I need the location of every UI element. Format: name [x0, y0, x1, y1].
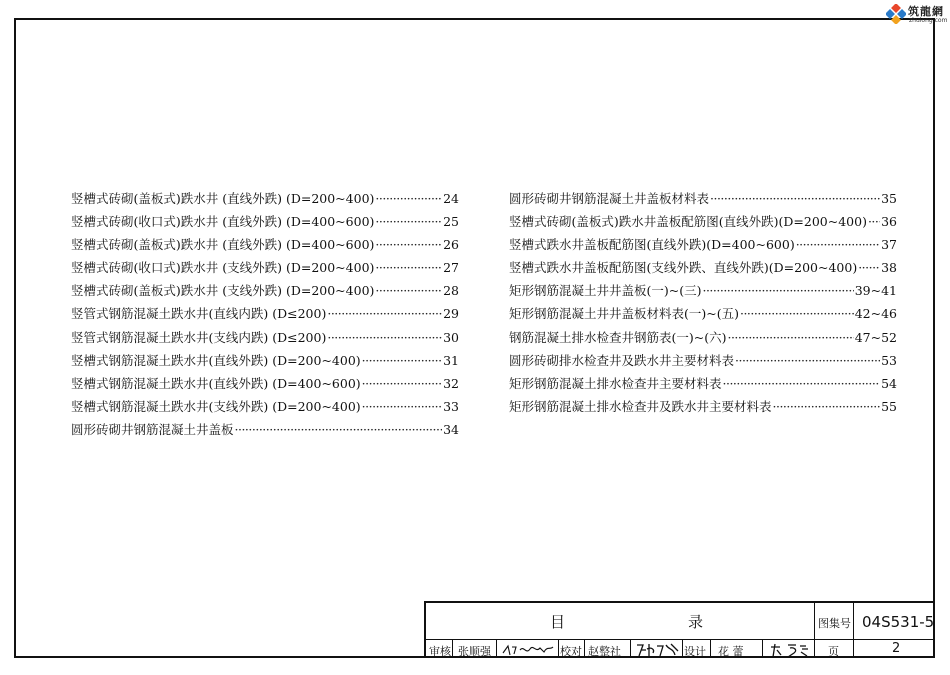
toc-entry-title: 圆形砖砌井钢筋混凝土井盖板	[71, 421, 234, 437]
toc-entry-title: 竖槽式砖砌(盖板式)跌水井 (支线外跌) (D=200~400)	[71, 283, 375, 299]
toc-entry-title: 竖槽式砖砌(盖板式)跌水井 (直线外跌) (D=200~400)	[71, 191, 375, 206]
toc-entry-title: 矩形钢筋混凝土井井盖板材料表(一)~(五)	[509, 306, 739, 322]
toc-entry-page: 36	[881, 214, 897, 230]
toc-entry-title: 圆形砖砌井钢筋混凝土井盖板材料表	[509, 191, 710, 206]
toc-entry-page: 24	[443, 191, 459, 206]
toc-entry[interactable]	[509, 210, 897, 233]
toc-entry-page: 30	[443, 329, 459, 345]
toc-entry[interactable]	[509, 326, 897, 349]
toc-leader	[362, 349, 442, 372]
logo-diamond-icon	[886, 4, 906, 24]
toc-entry[interactable]	[509, 302, 897, 325]
toc-entry-title: 竖管式钢筋混凝土跌水井(支线内跌) (D≤200)	[71, 329, 327, 345]
toc-leader	[773, 395, 881, 418]
toc-entry-title: 竖槽式砖砌(收口式)跌水井 (支线外跌) (D=200~400)	[71, 260, 375, 276]
toc-entry-page: 34	[443, 421, 459, 437]
atlas-no-label: 图集号	[818, 617, 851, 630]
review-label: 审核	[429, 645, 451, 658]
divider	[682, 639, 683, 658]
toc-leader	[327, 326, 442, 349]
toc-entry-page: 38	[881, 260, 897, 276]
divider	[814, 603, 815, 658]
logo-site: zhulong.com	[909, 17, 948, 24]
toc-entry-title: 竖槽式跌水井盖板配筋图(直线外跌)(D=400~600)	[509, 237, 795, 253]
toc-entry-page: 42~46	[854, 306, 897, 322]
toc-leader	[735, 349, 880, 372]
toc-leader	[740, 302, 854, 325]
reviewer-name: 张顺强	[458, 645, 491, 658]
toc-entry-page: 31	[443, 352, 459, 368]
logo-name: 筑龍網	[908, 5, 944, 18]
toc-entry-title: 矩形钢筋混凝土排水检查井及跌水井主要材料表	[509, 398, 772, 414]
divider	[630, 639, 631, 658]
toc-entry[interactable]	[509, 279, 897, 302]
toc-entry[interactable]	[509, 372, 897, 395]
site-logo	[886, 2, 948, 26]
toc-entry-page: 25	[443, 214, 459, 230]
toc-entry[interactable]	[71, 233, 459, 256]
toc-entry-page: 53	[881, 352, 897, 368]
toc-leader	[362, 395, 442, 418]
toc-entry[interactable]	[71, 210, 459, 233]
toc-entry-title: 钢筋混凝土排水检查井钢筋表(一)~(六)	[509, 329, 727, 345]
toc-entry-page: 29	[443, 306, 459, 322]
toc-entry-page: 54	[881, 375, 897, 391]
toc-entry-title: 竖槽式砖砌(收口式)跌水井 (直线外跌) (D=400~600)	[71, 214, 375, 230]
toc-leader	[375, 256, 442, 279]
toc-entry-title: 矩形钢筋混凝土井井盖板(一)~(三)	[509, 283, 702, 299]
toc-leader	[858, 256, 880, 279]
designer-signature	[766, 641, 812, 659]
toc-entry[interactable]	[71, 326, 459, 349]
toc-entry-title: 竖槽式钢筋混凝土跌水井(支线外跌) (D=200~400)	[71, 398, 361, 414]
page-label: 页	[828, 645, 839, 658]
toc-entry-title: 竖槽式砖砌(盖板式)跌水井盖板配筋图(直线外跌)(D=200~400)	[509, 214, 867, 230]
toc-entry-title: 竖槽式钢筋混凝土跌水井(直线外跌) (D=200~400)	[71, 352, 361, 368]
toc-entry-page: 26	[443, 237, 459, 253]
atlas-no: 04S531-5	[862, 613, 935, 631]
toc-leader	[235, 418, 443, 441]
toc-left-column	[71, 187, 459, 441]
toc-entry-title: 圆形砖砌排水检查井及跌水井主要材料表	[509, 352, 735, 368]
toc-leader	[375, 279, 442, 302]
divider	[558, 639, 559, 658]
design-label: 设计	[684, 645, 706, 658]
toc-entry[interactable]	[71, 418, 459, 441]
checker-signature	[633, 641, 681, 659]
toc-leader	[710, 187, 880, 210]
toc-entry[interactable]	[71, 256, 459, 279]
divider	[452, 639, 453, 658]
toc-entry-page: 33	[443, 398, 459, 414]
toc-entry-title: 竖槽式钢筋混凝土跌水井(直线外跌) (D=400~600)	[71, 375, 361, 391]
toc-entry[interactable]	[71, 395, 459, 418]
toc-leader	[727, 326, 853, 349]
divider	[710, 639, 711, 658]
toc-entry-page: 27	[443, 260, 459, 276]
check-label: 校对	[560, 645, 582, 658]
toc-right-column	[509, 187, 897, 418]
toc-entry[interactable]	[509, 349, 897, 372]
toc-entry[interactable]	[71, 279, 459, 302]
toc-entry[interactable]	[71, 372, 459, 395]
title-block-top-row	[426, 603, 935, 640]
toc-leader	[723, 372, 881, 395]
divider	[584, 639, 585, 658]
checker-name: 赵整社	[588, 645, 621, 658]
drawing-title-char-1: 目	[550, 613, 566, 631]
toc-entry[interactable]	[509, 256, 897, 279]
toc-entry-page: 37	[881, 237, 897, 253]
toc-entry[interactable]	[509, 233, 897, 256]
toc-entry-title: 竖槽式跌水井盖板配筋图(支线外跌、直线外跌)(D=200~400)	[509, 260, 858, 276]
toc-leader	[327, 302, 442, 325]
toc-entry[interactable]	[509, 187, 897, 210]
toc-leader	[375, 210, 442, 233]
title-block	[424, 601, 935, 658]
reviewer-signature	[500, 641, 556, 659]
toc-leader	[362, 372, 442, 395]
toc-entry-page: 28	[443, 283, 459, 299]
toc-entry[interactable]	[71, 349, 459, 372]
toc-leader	[702, 279, 853, 302]
divider	[762, 639, 763, 658]
toc-leader	[796, 233, 880, 256]
toc-entry-page: 47~52	[854, 329, 897, 345]
designer-name: 花 蕾	[718, 645, 744, 658]
toc-entry-page: 32	[443, 375, 459, 391]
toc-entry-title: 竖管式钢筋混凝土跌水井(直线内跌) (D≤200)	[71, 306, 327, 322]
drawing-title-char-2: 录	[688, 613, 704, 631]
page-number: 2	[892, 641, 901, 656]
toc-entry-page: 39~41	[854, 283, 897, 299]
toc-entry[interactable]	[509, 395, 897, 418]
toc-leader	[375, 233, 442, 256]
toc-entry-page: 35	[881, 191, 897, 206]
toc-leader	[868, 210, 880, 233]
toc-entry[interactable]	[71, 302, 459, 325]
toc-entry-page: 55	[881, 398, 897, 414]
divider	[496, 639, 497, 658]
toc-entry-title: 竖槽式砖砌(盖板式)跌水井 (直线外跌) (D=400~600)	[71, 237, 375, 253]
toc-entry[interactable]	[71, 187, 459, 210]
divider	[853, 603, 854, 658]
toc-leader	[375, 187, 442, 210]
toc-entry-title: 矩形钢筋混凝土排水检查井主要材料表	[509, 375, 722, 391]
